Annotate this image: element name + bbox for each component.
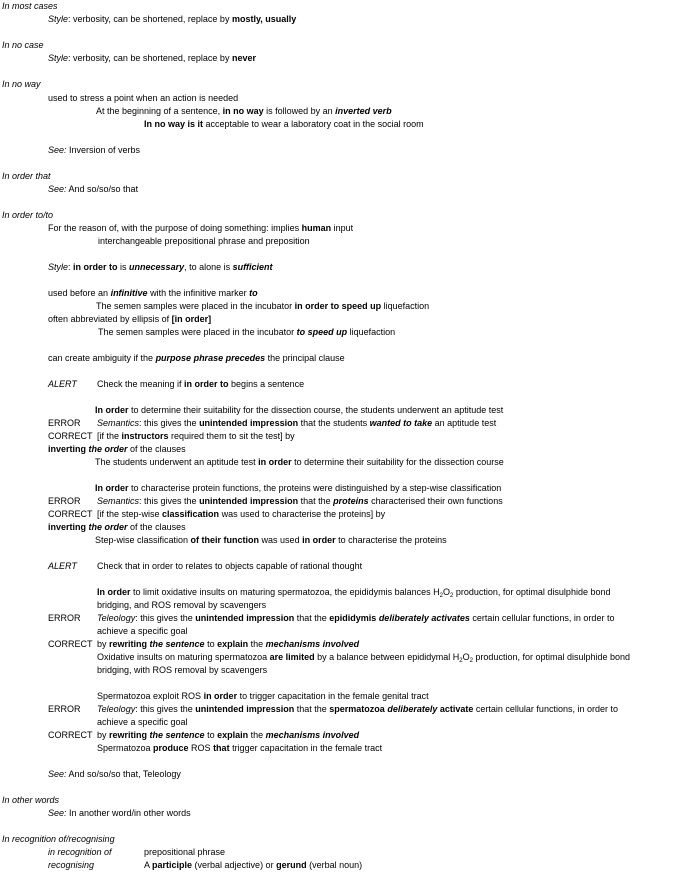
entry-heading: In order to/to <box>2 210 54 220</box>
style-note: Style: verbosity, can be shortened, replace by mostly, usually <box>48 14 297 24</box>
error-text: Teleology: this gives the unintended impression that the epididymis deliberately activates certain cellular functions, in order to achieve a specific goal <box>97 613 615 636</box>
style-note: Style: in order to is unnecessary, to alone is sufficient <box>48 262 273 272</box>
corrected-sentence: Spermatozoa produce ROS that trigger capacitation in the female tract <box>97 743 383 753</box>
term-definition: prepositional phrase <box>144 847 226 857</box>
see-reference: See: And so/so/so that, Teleology <box>48 769 181 779</box>
entry-heading: In most cases <box>2 1 58 11</box>
entry-heading: In no way <box>2 79 41 89</box>
alert-label: ALERT <box>48 561 77 571</box>
example-sentence: Spermatozoa exploit ROS in order to trigger capacitation in the female genital tract <box>97 691 429 701</box>
example-sentence: In no way is it acceptable to wear a laboratory coat in the social room <box>144 119 424 129</box>
correct-text: [if the instructors required them to sit the test] by <box>97 431 295 441</box>
correct-label: CORRECT <box>48 639 93 649</box>
rule-note: At the beginning of a sentence, in no way is followed by an inverted verb <box>96 106 392 116</box>
error-text: Semantics: this gives the unintended impression that the students wanted to take an aptitude test <box>97 418 497 428</box>
usage-note: can create ambiguity if the purpose phrase precedes the principal clause <box>48 353 345 363</box>
example-sentence: The semen samples were placed in the incubator in order to speed up liquefaction <box>96 301 430 311</box>
correct-text: by rewriting the sentence to explain the mechanisms involved <box>97 730 360 740</box>
alert-text: Check that in order to relates to objects capable of rational thought <box>97 561 363 571</box>
usage-note: interchangeable prepositional phrase and preposition <box>98 236 310 246</box>
correction-method: inverting the order of the clauses <box>48 444 186 454</box>
example-sentence: In order to determine their suitability for the dissection course, the students underwent an aptitude test <box>95 405 504 415</box>
corrected-sentence: Step-wise classification of their function was used in order to characterise the proteins <box>95 535 447 545</box>
usage-note: often abbreviated by ellipsis of [in order] <box>48 314 212 324</box>
entry-heading: In order that <box>2 171 51 181</box>
example-sentence: The semen samples were placed in the incubator to speed up liquefaction <box>98 327 396 337</box>
correct-text: by rewriting the sentence to explain the mechanisms involved <box>97 639 360 649</box>
alert-label: ALERT <box>48 379 77 389</box>
term-definition: A participle (verbal adjective) or gerund (verbal noun) <box>144 860 363 870</box>
definition: For the reason of, with the purpose of doing something: implies human input <box>48 223 354 233</box>
usage-note: used to stress a point when an action is needed <box>48 93 239 103</box>
style-note: Style: verbosity, can be shortened, replace by never <box>48 53 256 63</box>
entry-heading: In no case <box>2 40 44 50</box>
error-label: ERROR <box>48 704 81 714</box>
error-label: ERROR <box>48 418 81 428</box>
correct-text: [if the step-wise classification was used to characterise the proteins] by <box>97 509 386 519</box>
entry-heading: In other words <box>2 795 60 805</box>
corrected-sentence: Oxidative insults on maturing spermatozoa are limited by a balance between epididymal $H_2O_2$ production, for optimal disulphide bond bridging, with ROS removal by scavengers <box>97 652 631 675</box>
usage-note: used before an infinitive with the infinitive marker to <box>48 288 258 298</box>
error-text: Semantics: this gives the unintended impression that the proteins characterised their own functions <box>97 496 503 506</box>
see-reference: See: And so/so/so that <box>48 184 139 194</box>
see-reference: See: In another word/in other words <box>48 808 191 818</box>
error-text: Teleology: this gives the unintended impression that the spermatozoa deliberately activate certain cellular functions, in order to achieve a specific goal <box>97 704 618 727</box>
term: in recognition of <box>48 847 112 857</box>
error-label: ERROR <box>48 613 81 623</box>
correct-label: CORRECT <box>48 509 93 519</box>
corrected-sentence: The students underwent an aptitude test in order to determine their suitability for the dissection course <box>95 457 504 467</box>
example-sentence: In order to characterise protein functions, the proteins were distinguished by a step-wise classification <box>95 483 502 493</box>
correct-label: CORRECT <box>48 730 93 740</box>
see-reference: See: Inversion of verbs <box>48 145 141 155</box>
alert-text: Check the meaning if in order to begins a sentence <box>97 379 305 389</box>
correct-label: CORRECT <box>48 431 93 441</box>
entry-heading: In recognition of/recognising <box>2 834 115 844</box>
example-sentence: In order to limit oxidative insults on maturing spermatozoa, the epididymis balances $H_2O_2$ production, for optimal disulphide bond bridging, and ROS removal by scavengers <box>97 587 611 610</box>
term: recognising <box>48 860 95 870</box>
correction-method: inverting the order of the clauses <box>48 522 186 532</box>
error-label: ERROR <box>48 496 81 506</box>
